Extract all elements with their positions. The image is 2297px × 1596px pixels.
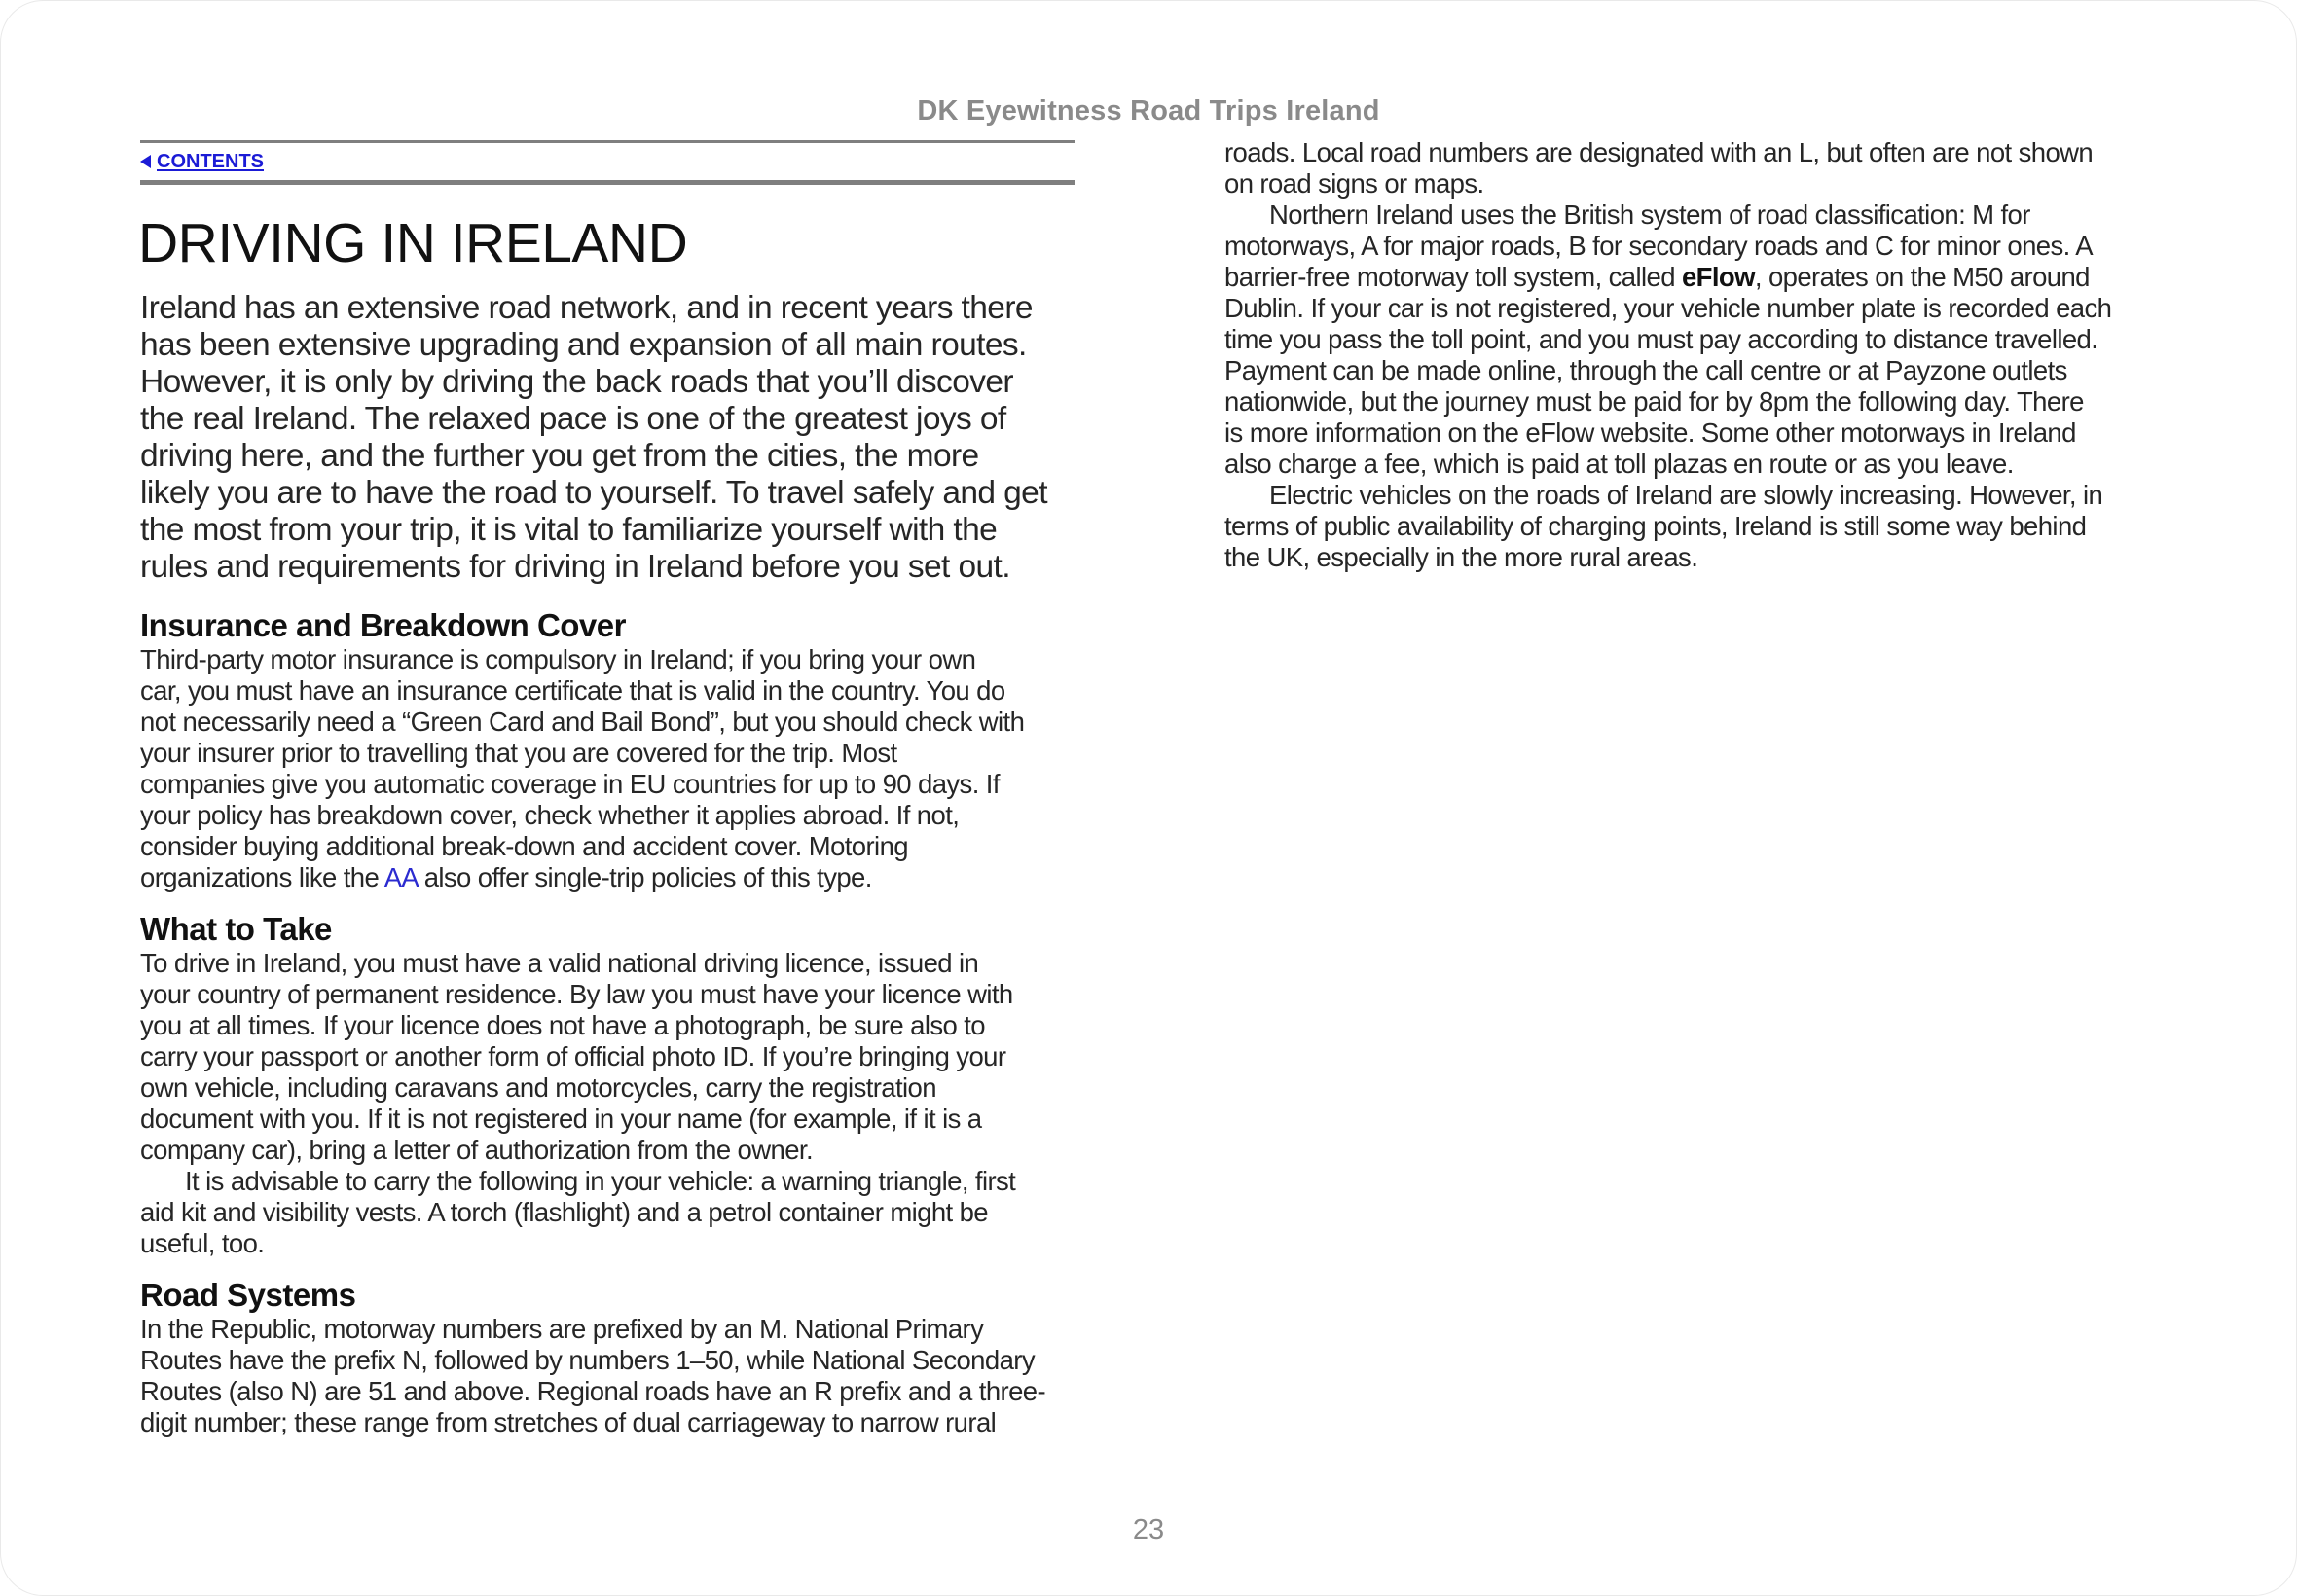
eflow-term: eFlow (1681, 262, 1755, 292)
body-line: on road signs or maps. (1224, 168, 1484, 199)
body-line: digit number; these range from stretches of dual carriageway to narrow rural (140, 1407, 997, 1437)
body-line: own vehicle, including caravans and motorcycles, carry the registration (140, 1072, 936, 1103)
intro-line: driving here, and the further you get from the cities, the more (140, 438, 979, 474)
section-heading: What to Take (140, 911, 332, 947)
intro-line: However, it is only by driving the back roads that you’ll discover (140, 364, 1013, 400)
body-line: carry your passport or another form of official photo ID. If you’re bringing your (140, 1041, 1006, 1071)
intro-line: the real Ireland. The relaxed pace is one of the greatest joys of (140, 401, 1006, 437)
body-line: is more information on the eFlow website. Some other motorways in Ireland (1224, 417, 2076, 448)
body-line: consider buying additional break-down and accident cover. Motoring (140, 831, 908, 861)
body-line (140, 862, 1076, 893)
body-text: barrier-free motorway toll system, called (1224, 262, 1682, 292)
section-body (140, 948, 1076, 1259)
body-line: your country of permanent residence. By law you must have your licence with (140, 979, 1013, 1009)
body-line: Electric vehicles on the roads of Ireland are slowly increasing. However, in (1269, 480, 2103, 510)
intro-line: has been extensive upgrading and expansion of all main routes. (140, 327, 1027, 363)
intro-line: Ireland has an extensive road network, and in recent years there (140, 290, 1033, 326)
body-line: Routes have the prefix N, followed by numbers 1–50, while National Secondary (140, 1345, 1035, 1375)
body-text: , operates on the M50 around (1754, 262, 2090, 292)
body-line: companies give you automatic coverage in EU countries for up to 90 days. If (140, 769, 1000, 799)
body-line: the UK, especially in the more rural areas. (1224, 542, 1698, 572)
page-title: DRIVING IN IRELAND (138, 212, 688, 274)
body-line: Northern Ireland uses the British system of road classification: M for (1269, 200, 2030, 230)
intro-line: the most from your trip, it is vital to familiarize yourself with the (140, 512, 998, 548)
body-line: you at all times. If your licence does not have a photograph, be sure also to (140, 1010, 985, 1040)
body-line: terms of public availability of charging points, Ireland is still some way behind (1224, 511, 2087, 541)
section-heading: Road Systems (140, 1277, 356, 1313)
body-text: also offer single-trip policies of this type. (417, 862, 872, 892)
contents-link[interactable] (140, 151, 264, 173)
page-number: 23 (1132, 1514, 1165, 1545)
body-line: your policy has breakdown cover, check whether it applies abroad. If not, (140, 800, 960, 830)
intro-line: likely you are to have the road to yourself. To travel safely and get (140, 475, 1047, 511)
body-line: your insurer prior to travelling that you are covered for the trip. Most (140, 738, 897, 768)
section-what-to-take (140, 911, 1076, 1259)
body-line: roads. Local road numbers are designated with an L, but often are not shown (1224, 137, 2094, 167)
body-line: Third-party motor insurance is compulsory in Ireland; if you bring your own (140, 644, 976, 674)
body-line: To drive in Ireland, you must have a valid national driving licence, issued in (140, 948, 979, 978)
body-text: organizations like the (140, 862, 384, 892)
body-line: company car), bring a letter of authorization from the owner. (140, 1135, 813, 1165)
body-line: car, you must have an insurance certificate that is valid in the country. You do (140, 675, 1005, 706)
left-triangle-icon (140, 155, 151, 168)
right-column (1224, 137, 2169, 573)
aa-link[interactable]: AA (383, 862, 418, 892)
section-road-systems (140, 1277, 1076, 1438)
section-heading: Insurance and Breakdown Cover (140, 607, 626, 643)
body-line: document with you. If it is not registered in your name (for example, if it is a (140, 1104, 982, 1134)
body-line: nationwide, but the journey must be paid for by 8pm the following day. There (1224, 386, 2084, 417)
book-title: DK Eyewitness Road Trips Ireland (917, 95, 1380, 127)
body-line (1224, 262, 2169, 293)
body-line: Dublin. If your car is not registered, your vehicle number plate is recorded each (1224, 293, 2112, 323)
body-line: not necessarily need a “Green Card and Bail Bond”, but you should check with (140, 707, 1025, 737)
nav-row (140, 143, 1076, 180)
intro-paragraph (140, 290, 1076, 586)
body-line: also charge a fee, which is paid at toll plazas en route or as you leave. (1224, 449, 2014, 479)
body-line: aid kit and visibility vests. A torch (flashlight) and a petrol container might be (140, 1197, 988, 1227)
body-line: In the Republic, motorway numbers are prefixed by an M. National Primary (140, 1314, 984, 1344)
body-line: Payment can be made online, through the call centre or at Payzone outlets (1224, 355, 2067, 385)
left-column (140, 140, 1076, 1438)
intro-line: rules and requirements for driving in Ireland before you set out. (140, 549, 1010, 585)
section-insurance (140, 607, 1076, 893)
contents-link-label: CONTENTS (157, 150, 264, 172)
body-line: useful, too. (140, 1228, 265, 1258)
body-line: motorways, A for major roads, B for secondary roads and C for minor ones. A (1224, 231, 2093, 261)
body-line: It is advisable to carry the following in your vehicle: a warning triangle, first (185, 1166, 1016, 1196)
section-body (140, 1314, 1076, 1438)
body-line: Routes (also N) are 51 and above. Regional roads have an R prefix and a three- (140, 1376, 1046, 1406)
section-body (140, 644, 1076, 893)
bottom-rule (140, 180, 1075, 185)
body-line: time you pass the toll point, and you must pay according to distance travelled. (1224, 324, 2098, 354)
